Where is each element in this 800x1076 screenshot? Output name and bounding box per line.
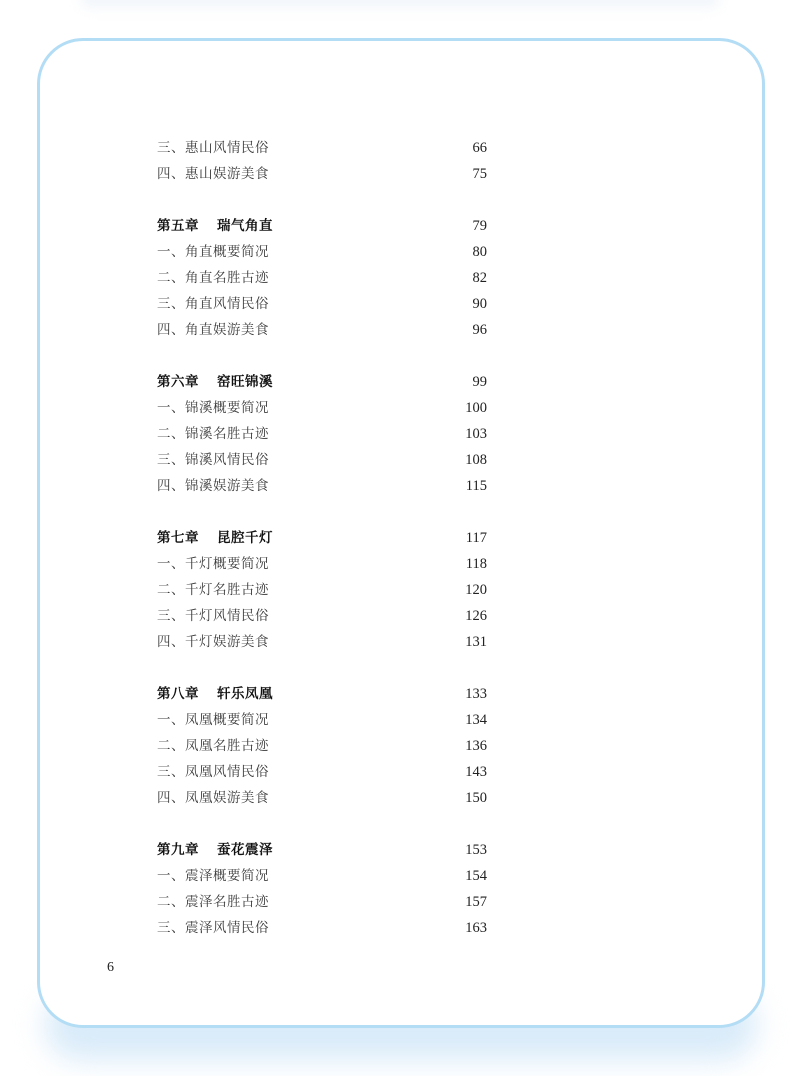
chapter-title [157,681,273,707]
toc-entry-page: 90 [472,296,487,312]
toc-entry-page: 136 [465,738,487,754]
toc-entry-label: 一、震泽概要简况 [157,868,269,884]
toc-entry[interactable] [157,265,487,291]
toc-entry-page: 108 [465,452,487,468]
table-of-contents [157,135,487,941]
toc-entry-page: 118 [465,556,487,572]
toc-entry-page: 66 [472,140,487,156]
section-spacer [157,655,487,681]
toc-chapter-heading[interactable] [157,369,487,395]
toc-entry[interactable] [157,239,487,265]
toc-entry[interactable] [157,759,487,785]
toc-chapter-heading[interactable] [157,681,487,707]
toc-entry[interactable] [157,863,487,889]
chapter-number: 第七章 [157,530,199,546]
chapter-name: 昆腔千灯 [217,530,273,546]
toc-chapter-heading[interactable] [157,213,487,239]
toc-entry-label: 四、角直娱游美食 [157,322,269,338]
toc-entry-label: 一、角直概要简况 [157,244,269,260]
toc-entry-label: 三、惠山风情民俗 [157,140,269,156]
toc-entry[interactable] [157,135,487,161]
toc-entry-page: 154 [465,868,487,884]
toc-entry[interactable] [157,473,487,499]
chapter-title [157,213,273,239]
toc-entry-page: 163 [465,920,487,936]
toc-entry-label: 三、锦溪风情民俗 [157,452,269,468]
toc-entry-page: 126 [465,608,487,624]
chapter-name: 蚕花震泽 [217,842,273,858]
chapter-name: 轩乐凤凰 [217,686,273,702]
toc-entry[interactable] [157,291,487,317]
document-page-card [37,38,765,1028]
toc-entry-label: 二、震泽名胜古迹 [157,894,269,910]
toc-entry-page: 75 [472,166,487,182]
chapter-title [157,837,273,863]
toc-entry-page: 157 [465,894,487,910]
chapter-number: 第九章 [157,842,199,858]
toc-entry-page: 150 [465,790,487,806]
toc-entry-label: 一、千灯概要简况 [157,556,269,572]
toc-entry[interactable] [157,395,487,421]
toc-entry[interactable] [157,317,487,343]
toc-entry[interactable] [157,551,487,577]
toc-entry[interactable] [157,421,487,447]
toc-entry[interactable] [157,889,487,915]
toc-entry-label: 二、锦溪名胜古迹 [157,426,269,442]
chapter-name: 窑旺锦溪 [217,374,273,390]
toc-entry-page: 134 [465,712,487,728]
toc-entry[interactable] [157,577,487,603]
chapter-number: 第八章 [157,686,199,702]
toc-entry-label: 三、震泽风情民俗 [157,920,269,936]
toc-chapter-heading[interactable] [157,837,487,863]
toc-entry-label: 四、锦溪娱游美食 [157,478,269,494]
toc-entry-label: 四、惠山娱游美食 [157,166,269,182]
toc-entry[interactable] [157,629,487,655]
toc-entry[interactable] [157,733,487,759]
toc-entry-label: 三、千灯风情民俗 [157,608,269,624]
chapter-page: 99 [472,374,487,390]
toc-entry-page: 103 [465,426,487,442]
toc-entry[interactable] [157,915,487,941]
toc-entry[interactable] [157,447,487,473]
chapter-number: 第五章 [157,218,199,234]
toc-entry-page: 143 [465,764,487,780]
toc-entry[interactable] [157,161,487,187]
chapter-page: 153 [465,842,487,858]
toc-entry[interactable] [157,707,487,733]
toc-entry-page: 100 [465,400,487,416]
chapter-page: 79 [472,218,487,234]
toc-entry-label: 三、凤凰风情民俗 [157,764,269,780]
toc-entry-label: 一、锦溪概要简况 [157,400,269,416]
section-spacer [157,187,487,213]
toc-entry-page: 80 [472,244,487,260]
section-spacer [157,499,487,525]
toc-entry-label: 二、角直名胜古迹 [157,270,269,286]
section-spacer [157,811,487,837]
top-shadow [80,0,720,8]
toc-entry-label: 二、千灯名胜古迹 [157,582,269,598]
section-spacer [157,343,487,369]
toc-entry-label: 二、凤凰名胜古迹 [157,738,269,754]
chapter-name: 瑞气角直 [217,218,273,234]
toc-entry-page: 120 [465,582,487,598]
chapter-page: 133 [465,686,487,702]
toc-entry-page: 82 [472,270,487,286]
toc-entry-label: 三、角直风情民俗 [157,296,269,312]
toc-entry-label: 一、凤凰概要简况 [157,712,269,728]
chapter-number: 第六章 [157,374,199,390]
toc-chapter-heading[interactable] [157,525,487,551]
toc-entry-page: 96 [472,322,487,338]
toc-entry[interactable] [157,603,487,629]
chapter-title [157,369,273,395]
toc-entry-label: 四、凤凰娱游美食 [157,790,269,806]
toc-entry-page: 131 [465,634,487,650]
toc-entry-label: 四、千灯娱游美食 [157,634,269,650]
page-number: 6 [107,960,114,975]
toc-entry-page: 115 [465,478,487,494]
chapter-page: 117 [465,530,487,546]
toc-entry[interactable] [157,785,487,811]
chapter-title [157,525,273,551]
